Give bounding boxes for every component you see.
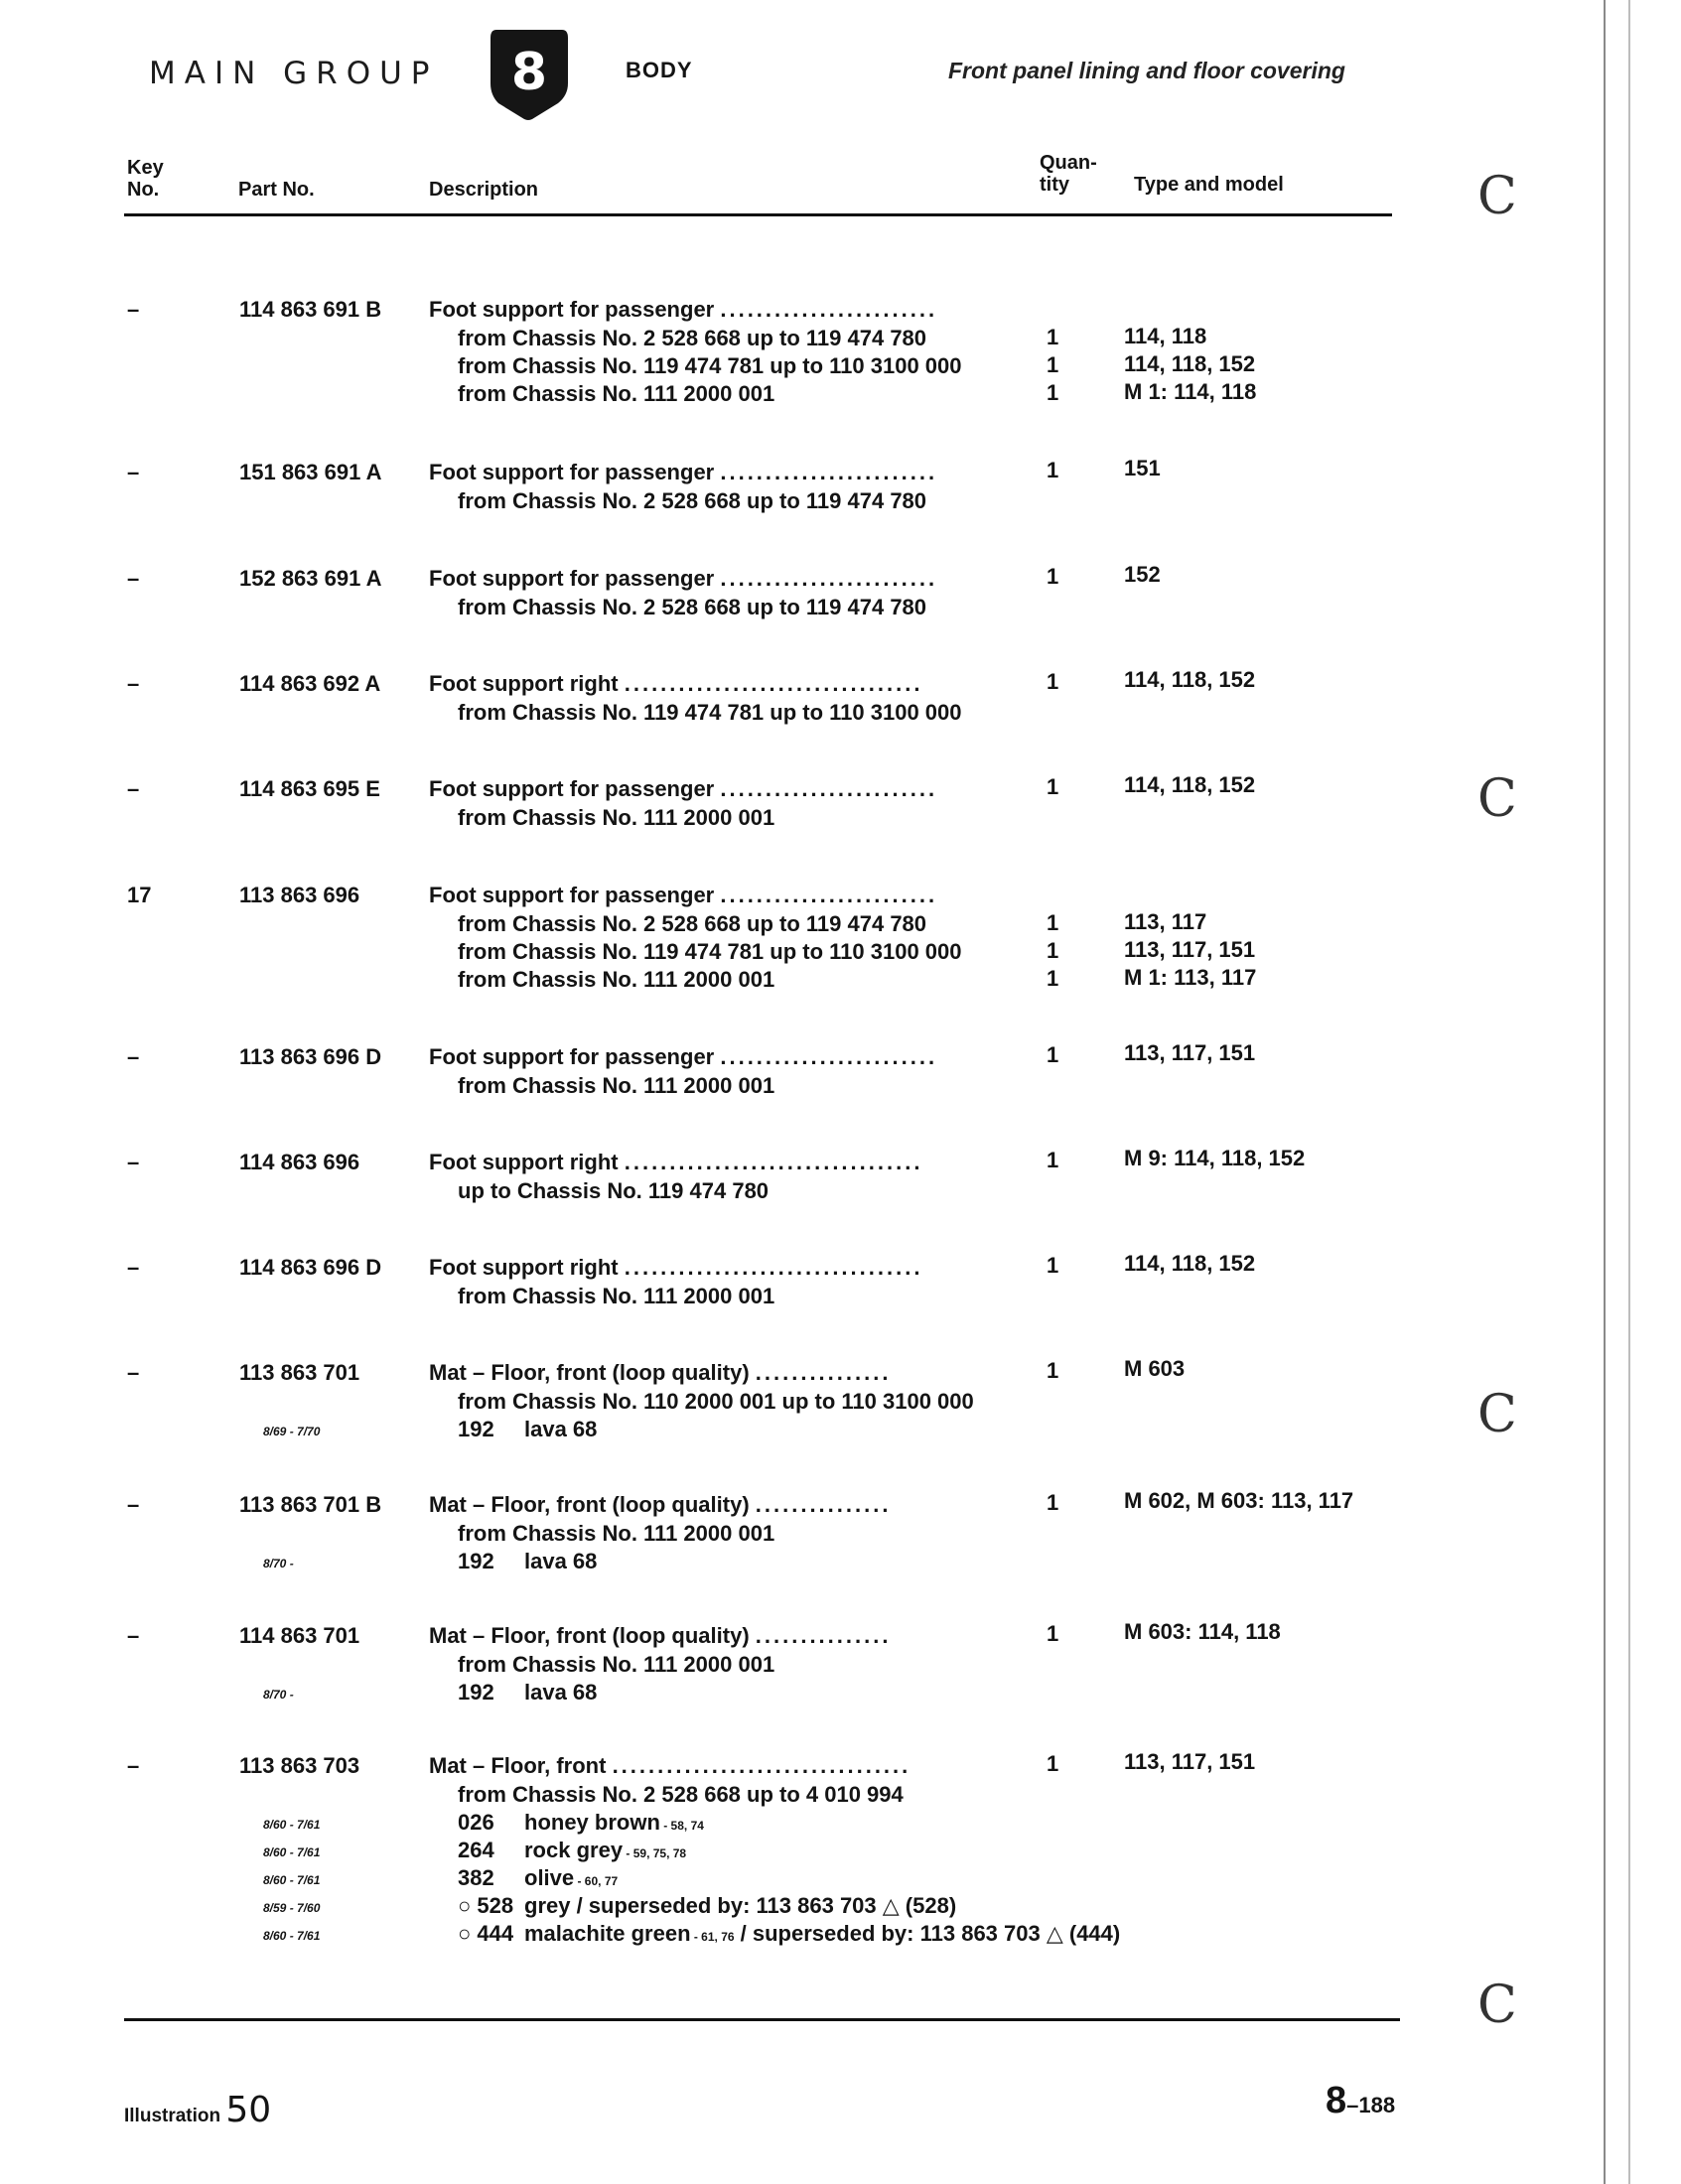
leader-dots: ................................. bbox=[612, 1753, 911, 1778]
illustration-label: Illustration bbox=[124, 2106, 221, 2126]
binder-hole-mark: C bbox=[1477, 167, 1517, 226]
page-major: 8 bbox=[1326, 2080, 1347, 2121]
type-and-model: 114, 118, 152 bbox=[1124, 667, 1256, 692]
production-date-range: 8/60 - 7/61 bbox=[263, 1873, 321, 1887]
leader-dots: ........................ bbox=[720, 566, 938, 591]
type-and-model: M 603: 114, 118 bbox=[1124, 1619, 1281, 1644]
type-and-model: 151 bbox=[1124, 456, 1161, 480]
production-date-range: 8/69 - 7/70 bbox=[263, 1425, 321, 1438]
production-date-range: 8/60 - 7/61 bbox=[263, 1818, 321, 1832]
part-number: 114 863 696 D bbox=[239, 1255, 382, 1280]
group-number: 8 bbox=[510, 43, 548, 102]
binder-hole-mark: C bbox=[1477, 1385, 1517, 1444]
quantity: 1 bbox=[1047, 458, 1059, 482]
part-description: Mat – Floor, front (loop quality) ............... bbox=[429, 1623, 892, 1648]
quantity: 1 bbox=[1047, 1148, 1059, 1172]
quantity: 1 bbox=[1047, 774, 1059, 799]
production-date-range: 8/70 - bbox=[263, 1688, 294, 1702]
quantity: 1 bbox=[1047, 966, 1059, 991]
part-number: 114 863 691 B bbox=[239, 297, 382, 322]
column-header-key-no: Key No. bbox=[127, 157, 164, 201]
footer-rule bbox=[124, 2018, 1400, 2021]
chassis-range: from Chassis No. 111 2000 001 bbox=[458, 1073, 775, 1098]
color-code: 192 bbox=[458, 1680, 494, 1705]
part-description: Foot support right ................................. bbox=[429, 1255, 923, 1280]
color-code: 264 bbox=[458, 1838, 494, 1862]
color-description: lava 68 bbox=[524, 1417, 598, 1441]
color-variant-refs: - 59, 75, 78 bbox=[623, 1846, 687, 1860]
color-description: malachite green - 61, 76 / superseded by: 113 863 703 △ (444) bbox=[524, 1921, 1121, 1946]
key-number: – bbox=[127, 1492, 140, 1517]
chassis-range: from Chassis No. 111 2000 001 bbox=[458, 1652, 775, 1677]
color-variant-refs: - 61, 76 bbox=[690, 1930, 735, 1944]
part-description: Foot support right ................................. bbox=[429, 671, 923, 696]
chassis-range: from Chassis No. 119 474 781 up to 110 3100 000 bbox=[458, 939, 962, 964]
part-description: Mat – Floor, front (loop quality) ............... bbox=[429, 1360, 892, 1385]
quantity: 1 bbox=[1047, 325, 1059, 349]
key-number: 17 bbox=[127, 883, 152, 907]
key-number: – bbox=[127, 671, 140, 696]
part-number: 113 863 701 B bbox=[239, 1492, 382, 1517]
part-description: Foot support for passenger ........................ bbox=[429, 883, 938, 907]
type-and-model: 114, 118, 152 bbox=[1124, 1251, 1256, 1276]
chassis-range: from Chassis No. 111 2000 001 bbox=[458, 381, 775, 406]
quantity: 1 bbox=[1047, 1358, 1059, 1383]
part-description: Mat – Floor, front (loop quality) ............... bbox=[429, 1492, 892, 1517]
binder-hole-mark: C bbox=[1477, 1976, 1517, 2035]
part-number: 151 863 691 A bbox=[239, 460, 382, 484]
column-header-quantity: Quan- tity bbox=[1040, 152, 1097, 196]
key-number: – bbox=[127, 1623, 140, 1648]
part-description: Mat – Floor, front ................................. bbox=[429, 1753, 911, 1778]
key-number: – bbox=[127, 566, 140, 591]
part-number: 114 863 696 bbox=[239, 1150, 360, 1174]
illustration-number: 50 bbox=[225, 2090, 272, 2130]
color-description: grey / superseded by: 113 863 703 △ (528) bbox=[524, 1893, 957, 1918]
header-rule bbox=[124, 213, 1392, 216]
leader-dots: ............... bbox=[755, 1360, 892, 1385]
quantity: 1 bbox=[1047, 1490, 1059, 1515]
quantity: 1 bbox=[1047, 564, 1059, 589]
quantity: 1 bbox=[1047, 669, 1059, 694]
quantity: 1 bbox=[1047, 352, 1059, 377]
quantity: 1 bbox=[1047, 380, 1059, 405]
type-and-model: M 9: 114, 118, 152 bbox=[1124, 1146, 1306, 1170]
quantity: 1 bbox=[1047, 1253, 1059, 1278]
type-and-model: 113, 117, 151 bbox=[1124, 1040, 1256, 1065]
color-code: ○ 528 bbox=[458, 1893, 514, 1918]
leader-dots: ............... bbox=[755, 1492, 892, 1517]
column-header-type-model: Type and model bbox=[1134, 174, 1284, 196]
type-and-model: 113, 117, 151 bbox=[1124, 937, 1256, 962]
type-and-model: M 602, M 603: 113, 117 bbox=[1124, 1488, 1354, 1513]
part-description: Foot support for passenger ........................ bbox=[429, 297, 938, 322]
chassis-range: from Chassis No. 110 2000 001 up to 110 3100 000 bbox=[458, 1389, 974, 1414]
type-and-model: 113, 117 bbox=[1124, 909, 1207, 934]
leader-dots: ............... bbox=[755, 1623, 892, 1648]
leader-dots: ........................ bbox=[720, 776, 938, 801]
type-and-model: 152 bbox=[1124, 562, 1161, 587]
key-number: – bbox=[127, 776, 140, 801]
quantity: 1 bbox=[1047, 910, 1059, 935]
color-description: olive - 60, 77 bbox=[524, 1865, 619, 1890]
binder-hole-mark: C bbox=[1477, 769, 1517, 829]
quantity: 1 bbox=[1047, 1751, 1059, 1776]
quantity: 1 bbox=[1047, 938, 1059, 963]
part-number: 114 863 701 bbox=[239, 1623, 360, 1648]
leader-dots: ................................. bbox=[624, 1255, 923, 1280]
key-number: – bbox=[127, 1360, 140, 1385]
color-description: rock grey - 59, 75, 78 bbox=[524, 1838, 687, 1862]
type-and-model: M 1: 113, 117 bbox=[1124, 965, 1257, 990]
key-number: – bbox=[127, 1255, 140, 1280]
page-number bbox=[1326, 2080, 1395, 2122]
column-header-description: Description bbox=[429, 179, 539, 201]
main-group-label: MAIN GROUP bbox=[149, 56, 439, 91]
type-and-model: 113, 117, 151 bbox=[1124, 1749, 1256, 1774]
type-and-model: 114, 118, 152 bbox=[1124, 772, 1256, 797]
badge-shape-icon bbox=[489, 26, 570, 121]
leader-dots: ........................ bbox=[720, 1044, 938, 1069]
illustration-reference bbox=[124, 2090, 271, 2130]
production-date-range: 8/59 - 7/60 bbox=[263, 1901, 321, 1915]
chassis-range: up to Chassis No. 119 474 780 bbox=[458, 1178, 770, 1203]
scan-edge-line bbox=[1604, 0, 1606, 2184]
part-description: Foot support for passenger ........................ bbox=[429, 460, 938, 484]
chassis-range: from Chassis No. 111 2000 001 bbox=[458, 805, 775, 830]
key-number: – bbox=[127, 1044, 140, 1069]
type-and-model: M 603 bbox=[1124, 1356, 1186, 1381]
part-number: 113 863 701 bbox=[239, 1360, 360, 1385]
chassis-range: from Chassis No. 2 528 668 up to 119 474 780 bbox=[458, 326, 927, 350]
type-and-model: 114, 118 bbox=[1124, 324, 1207, 348]
color-code: 382 bbox=[458, 1865, 494, 1890]
column-header-part-no: Part No. bbox=[238, 179, 315, 201]
part-description: Foot support for passenger ........................ bbox=[429, 776, 938, 801]
quantity: 1 bbox=[1047, 1621, 1059, 1646]
part-description: Foot support for passenger ........................ bbox=[429, 566, 938, 591]
color-code: 192 bbox=[458, 1417, 494, 1441]
leader-dots: ................................. bbox=[624, 1150, 923, 1174]
color-description: lava 68 bbox=[524, 1549, 598, 1573]
leader-dots: ................................. bbox=[624, 671, 923, 696]
chassis-range: from Chassis No. 119 474 781 up to 110 3100 000 bbox=[458, 700, 962, 725]
page-minor: –188 bbox=[1346, 2093, 1396, 2117]
chassis-range: from Chassis No. 2 528 668 up to 119 474 780 bbox=[458, 595, 927, 619]
color-description: honey brown - 58, 74 bbox=[524, 1810, 704, 1835]
part-number: 113 863 696 D bbox=[239, 1044, 382, 1069]
key-number: – bbox=[127, 1150, 140, 1174]
section-title: Front panel lining and floor covering bbox=[948, 58, 1345, 83]
production-date-range: 8/70 - bbox=[263, 1557, 294, 1570]
part-number: 114 863 695 E bbox=[239, 776, 380, 801]
color-variant-refs: - 60, 77 bbox=[574, 1874, 619, 1888]
leader-dots: ........................ bbox=[720, 297, 938, 322]
key-number: – bbox=[127, 460, 140, 484]
part-description: Foot support for passenger ........................ bbox=[429, 1044, 938, 1069]
part-number: 113 863 703 bbox=[239, 1753, 360, 1778]
part-description: Foot support right ................................. bbox=[429, 1150, 923, 1174]
production-date-range: 8/60 - 7/61 bbox=[263, 1929, 321, 1943]
group-number-badge bbox=[489, 26, 570, 121]
leader-dots: ........................ bbox=[720, 460, 938, 484]
chassis-range: from Chassis No. 111 2000 001 bbox=[458, 1284, 775, 1308]
color-code: 192 bbox=[458, 1549, 494, 1573]
quantity: 1 bbox=[1047, 1042, 1059, 1067]
part-number: 152 863 691 A bbox=[239, 566, 382, 591]
leader-dots: ........................ bbox=[720, 883, 938, 907]
chassis-range: from Chassis No. 2 528 668 up to 119 474 780 bbox=[458, 488, 927, 513]
color-description: lava 68 bbox=[524, 1680, 598, 1705]
color-code: ○ 444 bbox=[458, 1921, 514, 1946]
key-number: – bbox=[127, 297, 140, 322]
color-code: 026 bbox=[458, 1810, 494, 1835]
part-number: 113 863 696 bbox=[239, 883, 360, 907]
scan-edge-line bbox=[1628, 0, 1630, 2184]
chassis-range: from Chassis No. 2 528 668 up to 119 474 780 bbox=[458, 911, 927, 936]
production-date-range: 8/60 - 7/61 bbox=[263, 1845, 321, 1859]
chassis-range: from Chassis No. 119 474 781 up to 110 3100 000 bbox=[458, 353, 962, 378]
group-name: BODY bbox=[626, 58, 693, 82]
key-number: – bbox=[127, 1753, 140, 1778]
type-and-model: M 1: 114, 118 bbox=[1124, 379, 1257, 404]
chassis-range: from Chassis No. 111 2000 001 bbox=[458, 967, 775, 992]
part-number: 114 863 692 A bbox=[239, 671, 381, 696]
chassis-range: from Chassis No. 2 528 668 up to 4 010 994 bbox=[458, 1782, 904, 1807]
color-variant-refs: - 58, 74 bbox=[659, 1819, 704, 1833]
type-and-model: 114, 118, 152 bbox=[1124, 351, 1256, 376]
chassis-range: from Chassis No. 111 2000 001 bbox=[458, 1521, 775, 1546]
